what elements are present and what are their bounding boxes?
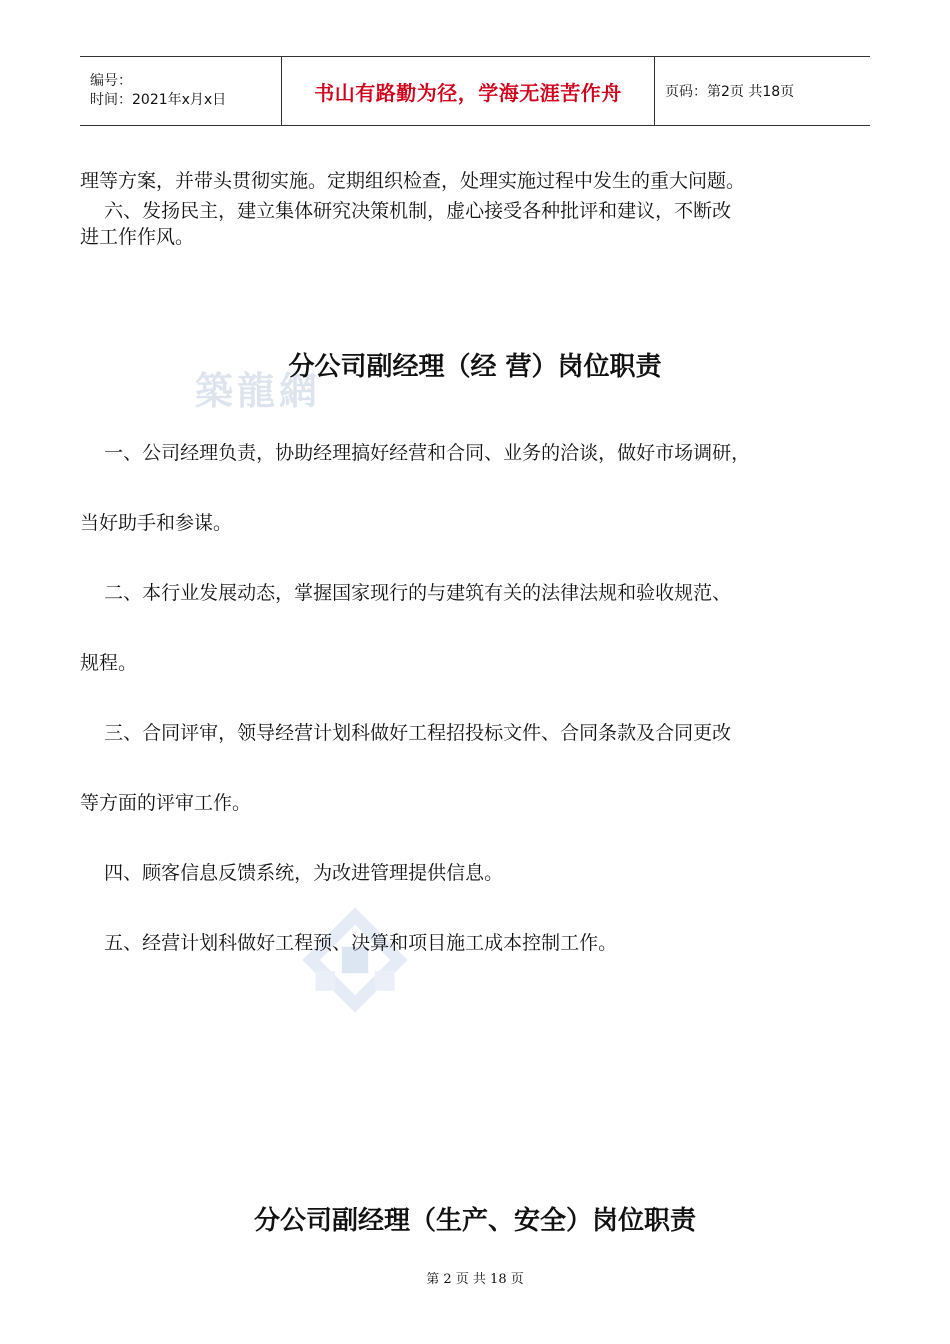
item-2-line-1: 二、本行业发展动态，掌握国家现行的与建筑有关的法律法规和验收规范、 [80, 582, 732, 604]
item-5-line-1: 五、经营计划科做好工程预、决算和项目施工成本控制工作。 [80, 932, 618, 954]
header-motto [281, 57, 655, 125]
item-2-line-2: 规程。 [80, 652, 138, 674]
intro-line-1: 理等方案，并带头贯彻实施。定期组织检查，处理实施过程中发生的重大问题。 [80, 170, 746, 192]
section-title-production-safety: 分公司副经理（生产、安全）岗位职责 [253, 1206, 696, 1236]
item-4-line-1: 四、顾客信息反馈系统，为改进管理提供信息。 [80, 862, 504, 884]
intro-line-3: 进工作作风。 [80, 226, 195, 248]
zhulong-logo-icon [300, 905, 410, 1015]
item-3-line-2: 等方面的评审工作。 [80, 792, 252, 814]
item-1-line-1: 一、公司经理负责，协助经理搞好经营和合同、业务的洽谈，做好市场调研， [80, 442, 751, 464]
watermark-text: 築龍網 [195, 368, 322, 413]
time-label: 时间：2021年x月x日 [90, 92, 227, 108]
intro-line-2: 六、发扬民主，建立集体研究决策机制，虚心接受各种批评和建议，不断改 [80, 200, 732, 222]
section-title-operations: 分公司副经理（经 营）岗位职责 [288, 352, 662, 382]
page-label: 页码：第2页 共18页 [665, 84, 795, 100]
item-1-line-2: 当好助手和参谋。 [80, 512, 233, 534]
number-label: 编号： [90, 73, 132, 89]
motto-text: 书山有路勤为径，学海无涯苦作舟 [314, 80, 622, 105]
item-3-line-1: 三、合同评审，领导经营计划科做好工程招投标文件、合同条款及合同更改 [80, 722, 732, 744]
page-footer: 第 2 页 共 18 页 [426, 1272, 524, 1287]
header-page-info [655, 57, 870, 125]
header-meta [80, 57, 281, 125]
page-header [80, 56, 870, 126]
